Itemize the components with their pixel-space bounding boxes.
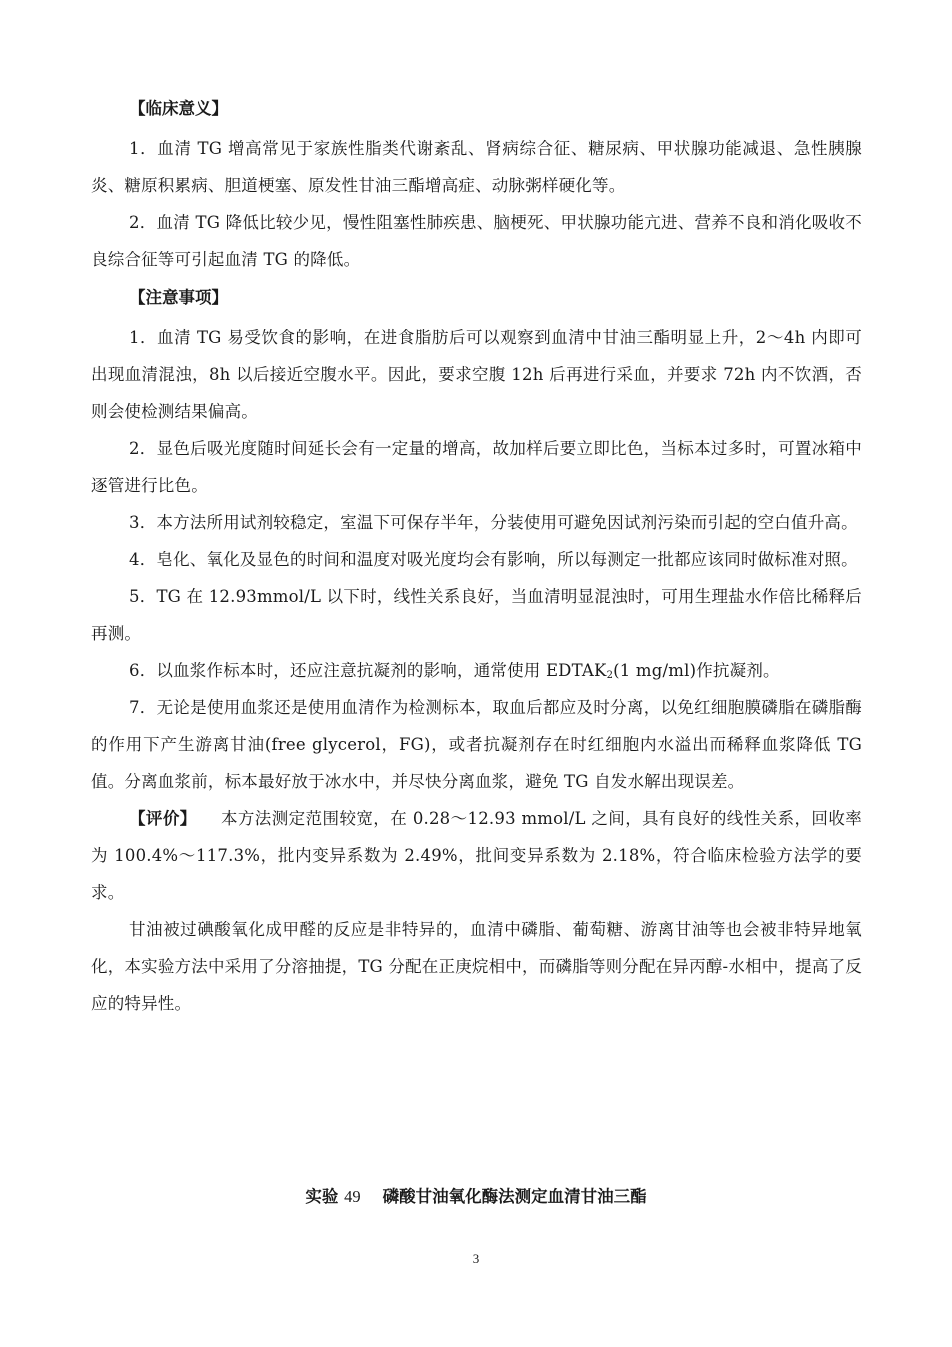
paragraph-evaluation bbox=[91, 800, 862, 911]
title-prefix: 实验 bbox=[305, 1187, 339, 1206]
paragraph-evaluation-2: 甘油被过碘酸氧化成甲醛的反应是非特异的，血清中磷脂、葡萄糖、游离甘油等也会被非特异地氧化，本实验方法中采用了分溶抽提，TG 分配在正庚烷相中，而磷脂等则分配在异丙醇-水相中，提高了反应的特异性。 bbox=[91, 920, 862, 1013]
paragraph-precaution-5: 5．TG 在 12.93mmol/L 以下时，线性关系良好，当血清明显混浊时，可用生理盐水作倍比稀释后再测。 bbox=[91, 587, 862, 643]
precaution-6-text: 6．以血浆作标本时，还应注意抗凝剂的影响，通常使用 EDTAK bbox=[129, 661, 607, 680]
paragraph-precaution-6 bbox=[91, 652, 862, 689]
paragraph-precaution-1: 1．血清 TG 易受饮食的影响，在进食脂肪后可以观察到血清中甘油三酯明显上升，2～4h 内即可出现血清混浊，8h 以后接近空腹水平。因此，要求空腹 12h 后再进行采血，并要求 72h 内不饮酒，否则会使检测结果偏高。 bbox=[91, 328, 862, 421]
section-heading-clinical-significance: 【临床意义】 bbox=[129, 99, 228, 118]
precaution-6-text-end: (1 mg/ml)作抗凝剂。 bbox=[613, 661, 780, 680]
evaluation-text: 本方法测定范围较宽，在 0.28～12.93 mmol/L 之间，具有良好的线性关系，回收率为 100.4%～117.3%，批内变异系数为 2.49%，批间变异系数为 2.18%，符合临床检验方法学的要求。 bbox=[91, 809, 862, 902]
paragraph-precaution-3: 3．本方法所用试剂较稳定，室温下可保存半年，分装使用可避免因试剂污染而引起的空白值升高。 bbox=[129, 513, 858, 532]
paragraph-precaution-2: 2．显色后吸光度随时间延长会有一定量的增高，故加样后要立即比色，当标本过多时，可置冰箱中逐管进行比色。 bbox=[91, 439, 862, 495]
paragraph-precaution-7: 7．无论是使用血浆还是使用血清作为检测标本，取血后都应及时分离，以免红细胞膜磷脂在磷脂酶的作用下产生游离甘油(free glycerol，FG)，或者抗凝剂存在时红细胞内水溢出而稀释血浆降低 TG 值。分离血浆前，标本最好放于冰水中，并尽快分离血浆，避免 TG 自发水解出现误差。 bbox=[91, 698, 862, 791]
page-body bbox=[91, 93, 862, 1022]
next-experiment-title bbox=[0, 1183, 952, 1207]
paragraph-clinical-2: 2．血清 TG 降低比较少见，慢性阻塞性肺疾患、脑梗死、甲状腺功能亢进、营养不良和消化吸收不良综合征等可引起血清 TG 的降低。 bbox=[91, 213, 862, 269]
paragraph-clinical-1: 1．血清 TG 增高常见于家族性脂类代谢紊乱、肾病综合征、糖尿病、甲状腺功能减退、急性胰腺炎、糖原积累病、胆道梗塞、原发性甘油三酯增高症、动脉粥样硬化等。 bbox=[91, 139, 862, 195]
evaluation-label: 【评价】 bbox=[129, 809, 197, 828]
section-heading-precautions: 【注意事项】 bbox=[129, 288, 228, 307]
title-number: 49 bbox=[344, 1187, 361, 1206]
precaution-6-subscript: 2 bbox=[606, 670, 614, 681]
paragraph-precaution-4: 4．皂化、氧化及显色的时间和温度对吸光度均会有影响，所以每测定一批都应该同时做标准对照。 bbox=[129, 550, 858, 569]
title-text: 磷酸甘油氧化酶法测定血清甘油三酯 bbox=[382, 1187, 647, 1206]
page-number: 3 bbox=[472, 1251, 480, 1266]
